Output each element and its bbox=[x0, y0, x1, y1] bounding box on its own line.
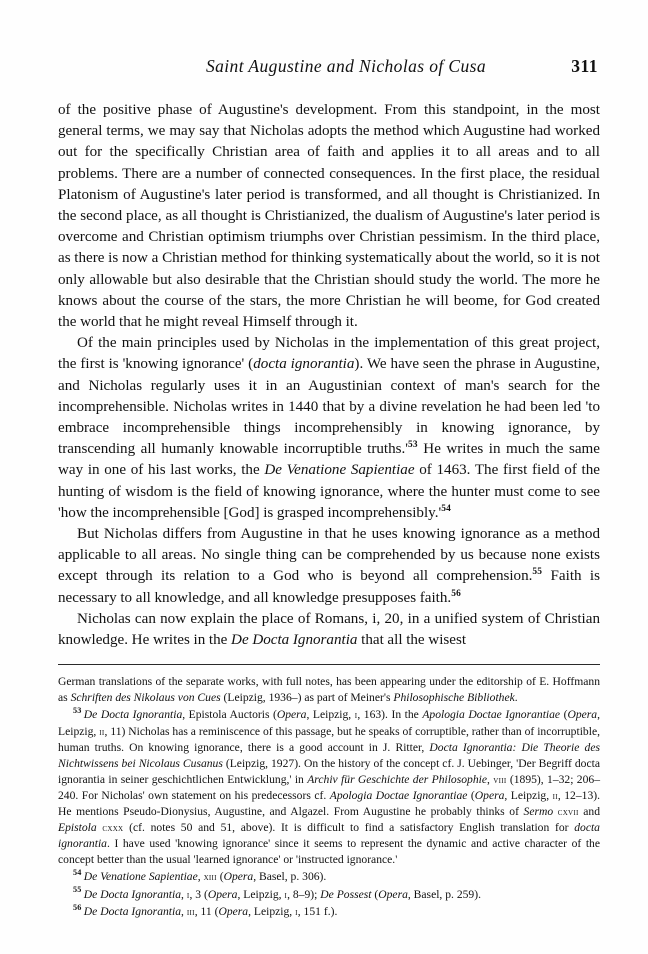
italic-text: Apologia Doctae Ignorantiae bbox=[422, 708, 561, 722]
small-caps-text: i bbox=[354, 709, 358, 722]
italic-text: De Venatione Sapientiae bbox=[264, 462, 415, 479]
body-text-column bbox=[58, 100, 600, 651]
italic-text: Sermo bbox=[523, 805, 554, 819]
footnote-reference[interactable]: 54 bbox=[441, 504, 451, 515]
italic-text: docta ignorantia bbox=[253, 356, 355, 373]
italic-text: Docta Ignorantia: Die Theorie des Nichtwissens bei Nicolaus Cusanus bbox=[58, 740, 600, 770]
small-caps-text: viii bbox=[493, 773, 507, 786]
small-caps-text: i bbox=[295, 905, 298, 918]
italic-text: De Docta Ignorantia bbox=[83, 708, 183, 722]
body-paragraph: of the positive phase of Augustine's development. From this standpoint, in the most general terms, we may say that Nicholas adopts the method which Augustine had worked out for the specifically Christian area of faith and applies it to all areas and to all problems. There are a number of connected consequences. In the first place, the residual Platonism of Augustine's later period is transformed, and all thought is Christianized. In the second place, as all thought is Christianized, the dualism of Augustine's later period is overcome and Christian optimism triumphs over Christian pessimism. In the third place, as there is now a Christian method for thinking systematically about the world, so it is not only allowable but also desirable that the Christian should study the world. The more he knows about the course of the stars, the more Christian he will beome, for God created the world that he might reveal Himself through it. bbox=[58, 102, 600, 331]
footnote-separator-rule bbox=[58, 664, 600, 665]
body-paragraph: Nicholas can now explain the place of Romans, i, 20, in a unified system of Christian knowledge. He writes in the De Docta Ignorantia that all the wisest bbox=[58, 610, 600, 649]
page-number: 311 bbox=[571, 56, 598, 76]
small-caps-text: ii bbox=[552, 789, 558, 802]
running-head bbox=[58, 56, 600, 90]
small-caps-text: xiii bbox=[203, 871, 217, 884]
footnote-number: 53 bbox=[73, 706, 82, 716]
italic-text: Apologia Doctae Ignorantiae bbox=[329, 788, 468, 802]
italic-text: De Possest bbox=[320, 887, 372, 901]
footnotes-section bbox=[58, 674, 600, 919]
italic-text: docta ignorantia bbox=[58, 821, 600, 851]
italic-text: Epistola bbox=[58, 821, 97, 835]
footnote-reference[interactable]: 56 bbox=[451, 588, 461, 599]
footnote-entry: $^{56}$ De Docta Ignorantia, iii, 11 (Opera, Leipzig, i, 151 f.). bbox=[73, 902, 338, 918]
italic-text: Philosophische Bibliothek bbox=[393, 691, 515, 705]
italic-text: De Venatione Sapientiae bbox=[83, 870, 198, 884]
italic-text: De Docta Ignorantia bbox=[83, 904, 182, 918]
footnote-reference[interactable]: 55 bbox=[532, 567, 543, 578]
small-caps-text: i bbox=[284, 888, 288, 901]
italic-text: De Docta Ignorantia bbox=[83, 887, 182, 901]
italic-text: Schriften des Nikolaus von Cues bbox=[70, 691, 221, 705]
footnote-number: 54 bbox=[73, 868, 82, 878]
italic-text: Opera bbox=[207, 887, 238, 901]
footnote-number: 56 bbox=[73, 902, 82, 912]
small-caps-text: cxvii bbox=[557, 806, 579, 819]
small-caps-text: cxxx bbox=[102, 822, 124, 835]
italic-text: Opera bbox=[218, 904, 249, 918]
footnote-entry: $^{55}$ De Docta Ignorantia, i, 3 (Opera, Leipzig, i, 8–9); De Possest (Opera, Basel, p. 259). bbox=[73, 885, 481, 901]
italic-text: Opera bbox=[474, 788, 505, 802]
italic-text: Opera bbox=[276, 708, 307, 722]
italic-text: De Docta Ignorantia bbox=[231, 632, 358, 649]
italic-text: Opera bbox=[378, 887, 408, 901]
footnote-entry: $^{53}$ De Docta Ignorantia, Epistola Auctoris (Opera, Leipzig, i, 163). In the Apologia Doctae Ignorantiae (Opera, Leipzig, ii, 11) Nicholas has a reminiscence of this passage, but he speaks of corruptible, rather than of incorruptible, human truths. On knowing ignorance, there is a good account in J. Ritter, Docta Ignorantia: Die Theorie des Nichtwissens bei Nicolaus Cusanus (Leipzig, 1927). On the history of the concept cf. J. Uebinger, 'Der Begriff docta ignorantia in seiner geschichtlichen Entwicklung,' in Archiv für Geschichte der Philosophie, viii (1895), 1–32; 206–240. For Nicholas' own statement on his predecessors cf. Apologia Doctae Ignorantiae (Opera, Leipzig, ii, 12–13). He mentions Pseudo-Dionysius, Augustine, and Algazel. From Augustine he probably thinks of Sermo cxvii and Epistola cxxx (cf. notes 50 and 51, above). It is difficult to find a satisfactory English translation for docta ignorantia. I have used 'knowing ignorance' since it seems to represent the dynamic and active character of the concept better than the usual 'learned ignorance' or 'instructed ignorance.' bbox=[58, 706, 601, 867]
footnote-entry: $^{54}$ De Venatione Sapientiae, xiii (Opera, Basel, p. 306). bbox=[73, 868, 327, 884]
page-title: Saint Augustine and Nicholas of Cusa bbox=[206, 56, 486, 76]
italic-text: Opera bbox=[567, 708, 598, 722]
small-caps-text: i bbox=[186, 888, 190, 901]
footnote-entry: German translations of the separate works, with full notes, has been appearing under the editorship of E. Hoffmann as Schriften des Nikolaus von Cues (Leipzig, 1936–) as part of Meiner's Philosophische Bibliothek. bbox=[58, 675, 600, 705]
body-paragraph: Of the main principles used by Nicholas in the implementation of this great project, the first is 'knowing ignorance' (docta ignorantia). We have seen the phrase in Augustine, and Nicholas regularly uses it in an Augustinian context of man's search for the incomprehensible. Nicholas writes in 1440 that by a divine revelation he had been led 'to embrace incomprehensible things incomprehensibly in knowing ignorance, by transcending all humanly knowable incorruptible truths.'$^{53}$ He writes in much the same way in one of his last works, the De Venatione Sapientiae of 1463. The first field of the hunting of wisdom is the field of knowing ignorance, where the hunter must come to see 'how the incomprehensible [God] is grasped incomprehensibly.'$^{54}$ bbox=[58, 335, 600, 521]
footnote-reference[interactable]: 53 bbox=[408, 440, 418, 451]
footnote-number: 55 bbox=[73, 885, 82, 895]
small-caps-text: iii bbox=[186, 905, 195, 918]
body-paragraph: But Nicholas differs from Augustine in that he uses knowing ignorance as a method applicable to all areas. No single thing can be comprehended by us because none exists except through its relation to a God who is beyond all comprehension.$^{55}$ Faith is necessary to all knowledge, and all knowledge presupposes faith.$^{56}$ bbox=[58, 526, 600, 606]
small-caps-text: ii bbox=[99, 725, 105, 738]
italic-text: Archiv für Geschichte der Philosophie bbox=[307, 772, 487, 786]
italic-text: Opera bbox=[223, 870, 254, 884]
